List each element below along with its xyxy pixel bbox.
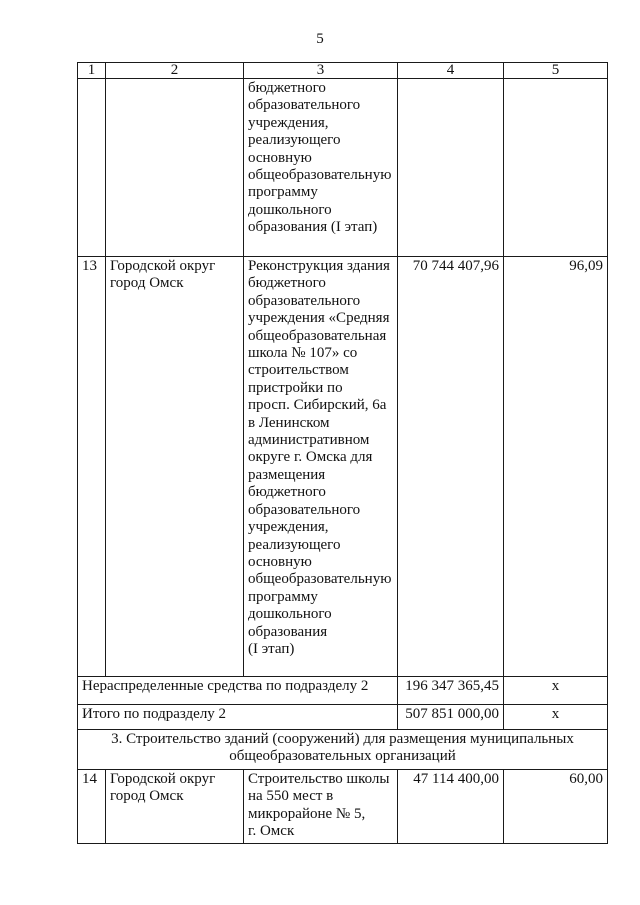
description-line: пристройки по bbox=[248, 379, 343, 396]
cell-empty-amount bbox=[398, 79, 504, 257]
description-line: образовательного bbox=[248, 97, 361, 114]
cell-empty-municipality bbox=[106, 79, 244, 257]
description-line: г. Омск bbox=[248, 823, 295, 840]
cell-amount: 70 744 407,96 bbox=[398, 257, 504, 677]
cell-amount: 47 114 400,00 bbox=[398, 770, 504, 844]
description-line: бюджетного bbox=[248, 484, 326, 501]
description-line: школа № 107» со bbox=[248, 345, 358, 362]
section-heading-row bbox=[78, 730, 608, 770]
table-row-14 bbox=[78, 770, 608, 844]
description-line: общеобразовательная bbox=[248, 327, 387, 344]
description-line: бюджетного bbox=[248, 80, 326, 96]
cell-empty-num bbox=[78, 79, 106, 257]
row-number: 13 bbox=[78, 257, 106, 677]
description-line: учреждения «Средняя bbox=[248, 310, 390, 327]
description-line: основную bbox=[248, 553, 312, 570]
cell-empty-percent bbox=[504, 79, 608, 257]
description-line: реализующего bbox=[248, 536, 341, 553]
description-line: образовательного bbox=[248, 501, 361, 518]
description-line: строительством bbox=[248, 362, 349, 379]
description-line: реализующего bbox=[248, 132, 341, 149]
description-line: программу bbox=[248, 184, 318, 201]
description-line: основную bbox=[248, 149, 312, 166]
municipality-line: Городской округ bbox=[110, 258, 216, 274]
description-line: (I этап) bbox=[248, 640, 295, 657]
cell-municipality bbox=[106, 770, 244, 844]
column-header-4: 4 bbox=[398, 63, 504, 79]
row-number: 14 bbox=[78, 770, 106, 844]
subsidy-table bbox=[77, 62, 608, 844]
description-line: общеобразовательную bbox=[248, 167, 392, 184]
undistributed-row bbox=[78, 677, 608, 705]
undistributed-mark: х bbox=[504, 677, 608, 705]
municipality-line: город Омск bbox=[110, 275, 184, 292]
description-line: размещения bbox=[248, 466, 326, 483]
description-line: округе г. Омска для bbox=[248, 449, 373, 466]
description-line: административном bbox=[248, 432, 370, 449]
description-line: учреждения, bbox=[248, 114, 329, 131]
description-line: Строительство школы bbox=[248, 771, 390, 787]
description-line: учреждения, bbox=[248, 519, 329, 536]
column-header-3: 3 bbox=[244, 63, 398, 79]
description-line: образовательного bbox=[248, 292, 361, 309]
table-header-row bbox=[78, 63, 608, 79]
subtotal-label: Итого по подразделу 2 bbox=[78, 705, 398, 730]
section-heading-line: 3. Строительство зданий (сооружений) для размещения муниципальных bbox=[111, 731, 574, 747]
description-line: бюджетного bbox=[248, 275, 326, 292]
description-line: Реконструкция здания bbox=[248, 258, 390, 274]
description-line: дошкольного bbox=[248, 606, 332, 623]
undistributed-amount: 196 347 365,45 bbox=[398, 677, 504, 705]
municipality-line: Городской округ bbox=[110, 771, 216, 787]
description-line: просп. Сибирский, 6а bbox=[248, 397, 387, 414]
description-line: в Ленинском bbox=[248, 414, 330, 431]
description-line: общеобразовательную bbox=[248, 571, 392, 588]
table-row-13 bbox=[78, 257, 608, 677]
municipality-line: город Омск bbox=[110, 788, 184, 805]
description-line: программу bbox=[248, 588, 318, 605]
subtotal-mark: х bbox=[504, 705, 608, 730]
undistributed-label: Нераспределенные средства по подразделу 2 bbox=[78, 677, 398, 705]
section-heading bbox=[78, 730, 608, 770]
cell-percent: 60,00 bbox=[504, 770, 608, 844]
subtotal-row bbox=[78, 705, 608, 730]
cell-description bbox=[244, 770, 398, 844]
cell-percent: 96,09 bbox=[504, 257, 608, 677]
subtotal-amount: 507 851 000,00 bbox=[398, 705, 504, 730]
page-number: 5 bbox=[316, 31, 324, 47]
description-line: образования bbox=[248, 623, 328, 640]
description-line: микрорайоне № 5, bbox=[248, 805, 366, 822]
column-header-1: 1 bbox=[78, 63, 106, 79]
column-header-5: 5 bbox=[504, 63, 608, 79]
description-line: на 550 мест в bbox=[248, 788, 334, 805]
table-row-continuation bbox=[78, 79, 608, 257]
cell-description bbox=[244, 257, 398, 677]
column-header-2: 2 bbox=[106, 63, 244, 79]
cell-description-continuation bbox=[244, 79, 398, 257]
section-heading-line: общеобразовательных организаций bbox=[229, 748, 456, 765]
description-line: дошкольного bbox=[248, 201, 332, 218]
description-line: образования (I этап) bbox=[248, 219, 378, 236]
cell-municipality bbox=[106, 257, 244, 677]
